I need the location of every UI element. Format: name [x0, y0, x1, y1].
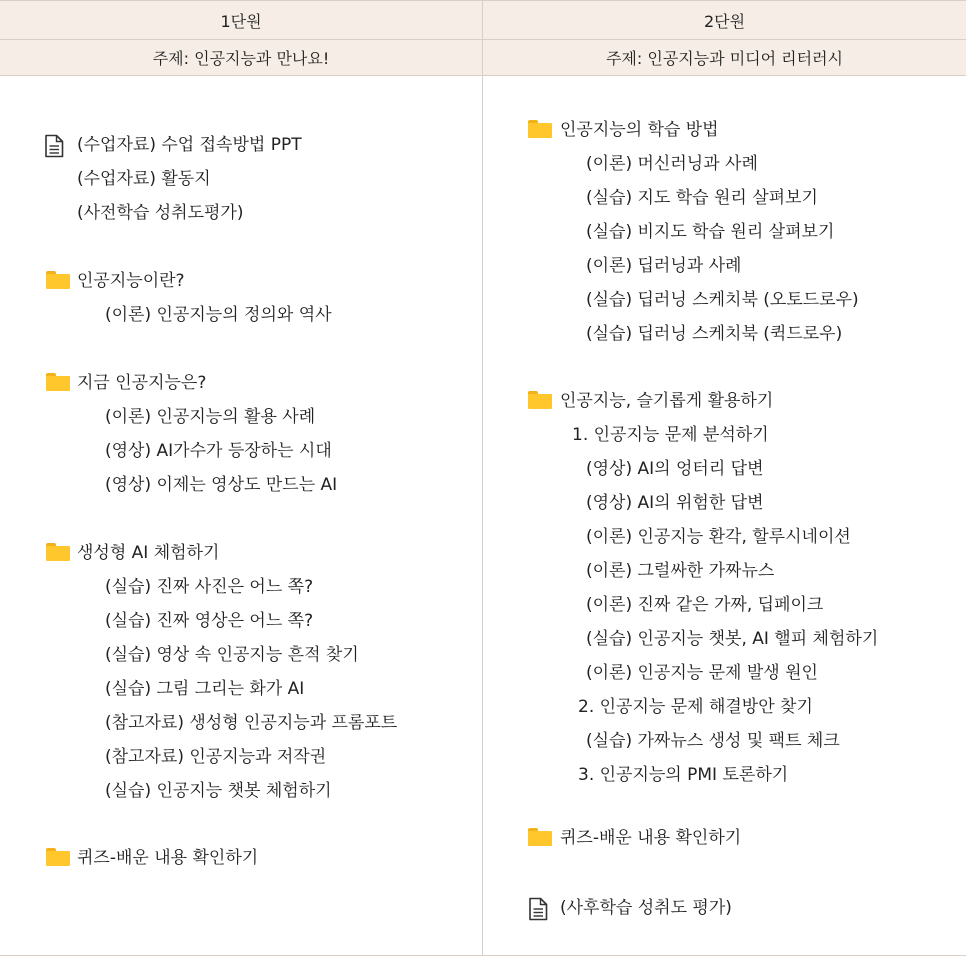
- lesson-link[interactable]: (이론) 인공지능 문제 발생 원인: [586, 663, 818, 683]
- lesson-link[interactable]: (이론) 딥러닝과 사례: [586, 256, 742, 276]
- unit1-topic: 주제: 인공지능과 만나요!: [152, 49, 330, 68]
- lesson-link[interactable]: (영상) AI의 엉터리 답변: [586, 459, 764, 479]
- folder-title[interactable]: 퀴즈-배운 내용 확인하기: [560, 828, 742, 848]
- subsection-heading: 3. 인공지능의 PMI 토론하기: [578, 765, 789, 785]
- lesson-link[interactable]: (실습) 그림 그리는 화가 AI: [105, 679, 305, 699]
- lesson-link[interactable]: (실습) 지도 학습 원리 살펴보기: [586, 188, 818, 208]
- lesson-link[interactable]: (실습) 비지도 학습 원리 살펴보기: [586, 222, 835, 242]
- lesson-link[interactable]: (이론) 그럴싸한 가짜뉴스: [586, 561, 775, 581]
- lesson-link[interactable]: (이론) 인공지능의 활용 사례: [105, 407, 316, 427]
- lesson-link[interactable]: (실습) 가짜뉴스 생성 및 팩트 체크: [586, 731, 840, 751]
- topic-header-row: [0, 40, 966, 76]
- lesson-link[interactable]: (이론) 진짜 같은 가짜, 딥페이크: [586, 595, 824, 615]
- folder-icon: [46, 373, 70, 391]
- lesson-link[interactable]: (영상) 이제는 영상도 만드는 AI: [105, 475, 338, 495]
- lesson-link[interactable]: (실습) 인공지능 챗봇 체험하기: [105, 781, 332, 801]
- lesson-link[interactable]: (실습) 진짜 영상은 어느 쪽?: [105, 611, 314, 631]
- lesson-link[interactable]: (실습) 진짜 사진은 어느 쪽?: [105, 577, 314, 597]
- unit2-topic: 주제: 인공지능과 미디어 리터러시: [605, 49, 844, 68]
- doc-item-link[interactable]: (수업자료) 활동지: [77, 169, 211, 189]
- lesson-link[interactable]: (영상) AI의 위험한 답변: [586, 493, 764, 513]
- lesson-link[interactable]: (이론) 머신러닝과 사례: [586, 154, 758, 174]
- folder-icon: [46, 848, 70, 866]
- document-icon: [528, 897, 548, 921]
- lesson-link[interactable]: (실습) 딥러닝 스케치북 (오토드로우): [586, 290, 859, 310]
- lesson-link[interactable]: (실습) 인공지능 챗봇, AI 핼피 체험하기: [586, 629, 879, 649]
- folder-icon: [528, 120, 552, 138]
- folder-title[interactable]: 인공지능의 학습 방법: [560, 120, 719, 140]
- folder-title[interactable]: 지금 인공지능은?: [77, 373, 207, 393]
- subsection-heading: 1. 인공지능 문제 분석하기: [572, 425, 769, 445]
- unit-header-row: [0, 1, 966, 40]
- lesson-link[interactable]: (이론) 인공지능의 정의와 역사: [105, 305, 332, 325]
- folder-title[interactable]: 인공지능이란?: [77, 271, 185, 291]
- doc-item-link[interactable]: (사전학습 성취도평가): [77, 203, 244, 223]
- folder-title[interactable]: 퀴즈-배운 내용 확인하기: [77, 848, 259, 868]
- doc-item-link[interactable]: (수업자료) 수업 접속방법 PPT: [77, 135, 302, 155]
- doc-item-link[interactable]: (사후학습 성취도 평가): [560, 898, 732, 918]
- subsection-heading: 2. 인공지능 문제 해결방안 찾기: [578, 697, 813, 717]
- folder-icon: [528, 391, 552, 409]
- folder-title[interactable]: 생성형 AI 체험하기: [77, 543, 220, 563]
- lesson-link[interactable]: (참고자료) 인공지능과 저작권: [105, 747, 327, 767]
- unit1-header: 1단원: [220, 11, 262, 31]
- folder-icon: [46, 271, 70, 289]
- unit2-header: 2단원: [703, 11, 746, 31]
- lesson-link[interactable]: (실습) 영상 속 인공지능 흔적 찾기: [105, 645, 359, 665]
- lesson-link[interactable]: (이론) 인공지능 환각, 할루시네이션: [586, 527, 851, 547]
- lesson-link[interactable]: (실습) 딥러닝 스케치북 (퀵드로우): [586, 324, 843, 344]
- folder-title[interactable]: 인공지능, 슬기롭게 활용하기: [560, 391, 774, 411]
- lesson-link[interactable]: (영상) AI가수가 등장하는 시대: [105, 441, 332, 461]
- document-icon: [44, 134, 64, 158]
- folder-icon: [528, 828, 552, 846]
- column-divider: [482, 1, 483, 956]
- folder-icon: [46, 543, 70, 561]
- lesson-link[interactable]: (참고자료) 생성형 인공지능과 프롬포트: [105, 713, 398, 733]
